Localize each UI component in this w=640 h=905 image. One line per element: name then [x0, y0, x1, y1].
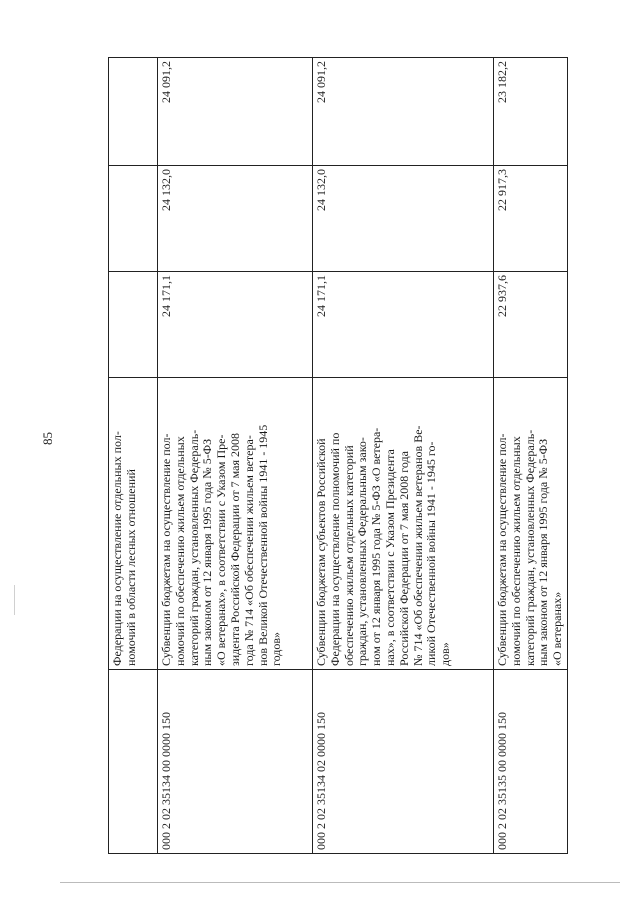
- value-cell-1: 24 171,1: [313, 272, 494, 378]
- value-cell-3: 23 182,2: [494, 58, 568, 166]
- value-cell-2: [109, 166, 158, 272]
- name-cell: [109, 378, 158, 670]
- value-cell-1: 22 937,6: [494, 272, 568, 378]
- name-text: Субвенции бюджетам субъектов Российской Федерации на осуществление полномочий по обеспечению жильем отдельных категорий граждан, установленных Федеральным зако- ном от 12 января 1995 года № 5-ФЗ «О ветера- нах», в соответствии с Указом Президента Российской Федерации от 7 мая 2008 года № 714 «Об обеспечении жильем ветеранов Ве- ликой Отечественной войны 1941 - 1945 го- дов»: [314, 425, 453, 666]
- table-row: [494, 58, 568, 854]
- code-cell: [109, 670, 158, 854]
- code-cell: 000 2 02 35134 00 0000 150: [158, 670, 313, 854]
- table-row: [109, 58, 158, 854]
- name-text: Субвенции бюджетам на осуществление пол- номочий по обеспечению жильем отдельных категорий граждан, установленных Федераль- ным законом от 12 января 1995 года № 5-ФЗ «О ветеранах», в соответствии с Указом Пре- зидента Российской Федерации от 7 мая 2008 года № 714 «Об обеспечении жильем ветера- нов Великой Отечественной войны 1941 - 1945 годов»: [159, 424, 284, 666]
- value-cell-1: [109, 272, 158, 378]
- value-cell-2: 24 132,0: [313, 166, 494, 272]
- value-cell-3: 24 091,2: [158, 58, 313, 166]
- value-cell-3: [109, 58, 158, 166]
- rotated-table-container: [108, 58, 565, 854]
- value-cell-2: 22 917,3: [494, 166, 568, 272]
- name-cell: [158, 378, 313, 670]
- table-row: [158, 58, 313, 854]
- code-cell: 000 2 02 35135 00 0000 150: [494, 670, 568, 854]
- margin-mark: [14, 585, 15, 615]
- code-cell: 000 2 02 35134 02 0000 150: [313, 670, 494, 854]
- name-text: Федерации на осуществление отдельных пол- номочий в области лесных отношений: [110, 431, 138, 666]
- name-text: Субвенции бюджетам на осуществление пол- номочий по обеспечению жильем отдельных категорий граждан, установленных Федераль- ным законом от 12 января 1995 года № 5-ФЗ «О ветеранах»: [495, 429, 565, 666]
- value-cell-3: 24 091,2: [313, 58, 494, 166]
- table-row: [313, 58, 494, 854]
- name-cell: [313, 378, 494, 670]
- name-cell: [494, 378, 568, 670]
- page-number: 85: [40, 432, 55, 445]
- budget-table: [108, 57, 568, 854]
- value-cell-2: 24 132,0: [158, 166, 313, 272]
- bottom-divider: [60, 882, 620, 883]
- value-cell-1: 24 171,1: [158, 272, 313, 378]
